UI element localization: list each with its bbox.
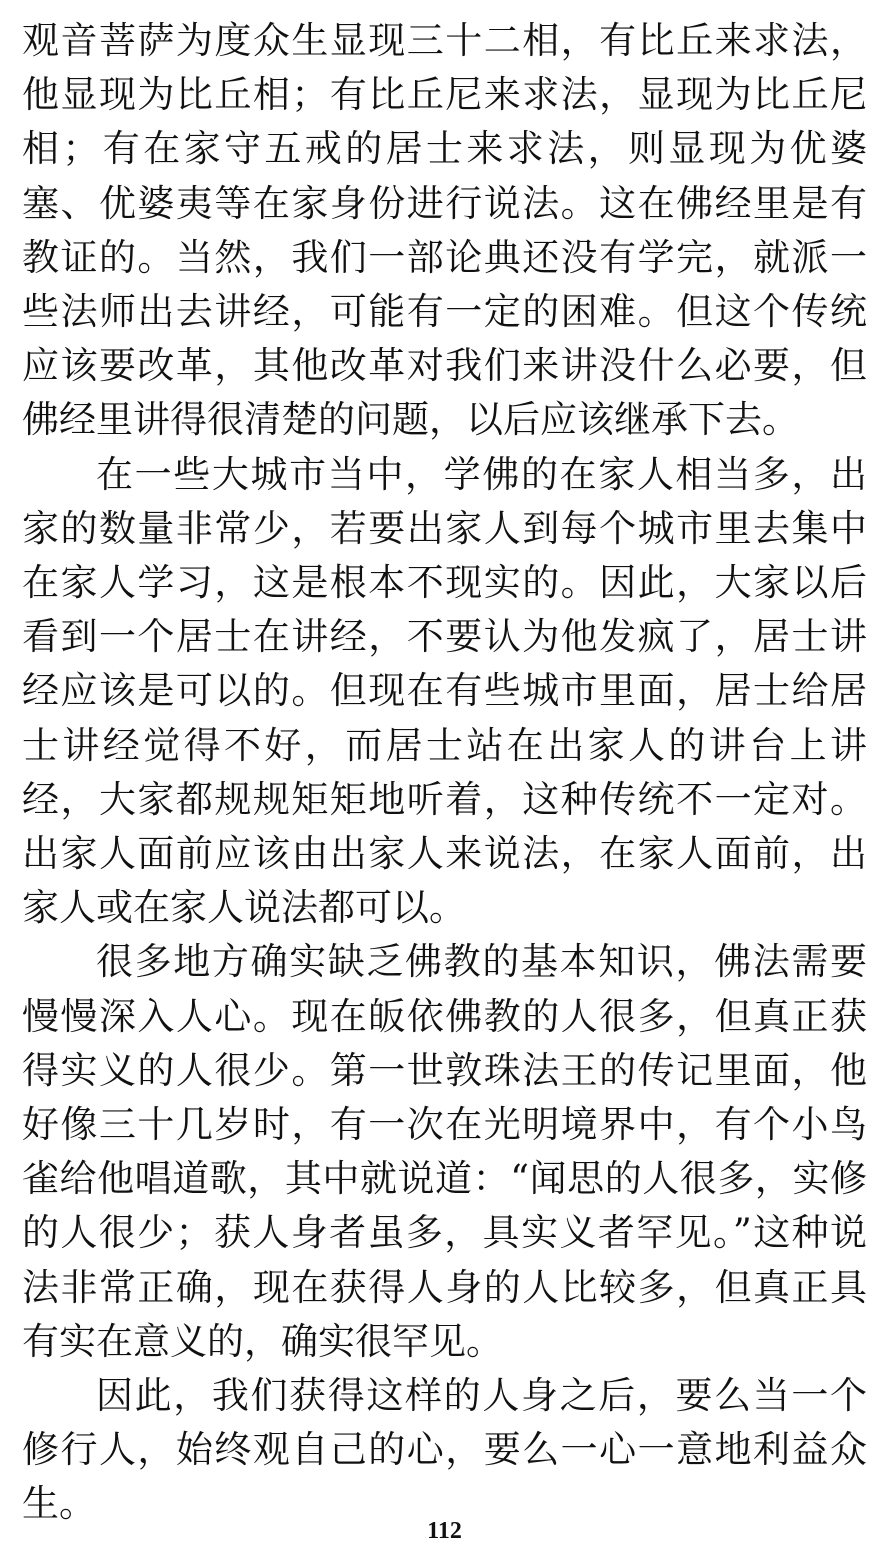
- paragraph-1: 观音菩萨为度众生显现三十二相，有比丘来求法，他显现为比丘相；有比丘尼来求法，显现为比丘尼相；有在家守五戒的居士来求法，则显现为优婆塞、优婆夷等在家身份进行说法。这在佛经里是有教证的。当然，我们一部论典还没有学完，就派一些法师出去讲经，可能有一定的困难。但这个传统应该要改革，其他改革对我们来讲没什么必要，但佛经里讲得很清楚的问题，以后应该继承下去。: [22, 19, 867, 442]
- paragraph-3: 很多地方确实缺乏佛教的基本知识，佛法需要慢慢深入人心。现在皈依佛教的人很多，但真正获得实义的人很少。第一世敦珠法王的传记里面，他好像三十几岁时，有一次在光明境界中，有个小鸟雀给他唱道歌，其中就说道：“闻思的人很多，实修的人很少；获人身者虽多，具实义者罕见。”这种说法非常正确，现在获得人身的人比较多，但真正具有实在意义的，确实很罕见。: [22, 940, 867, 1363]
- page-number: 112: [427, 1518, 462, 1544]
- paragraph-2: 在一些大城市当中，学佛的在家人相当多，出家的数量非常少，若要出家人到每个城市里去集中在家人学习，这是根本不现实的。因此，大家以后看到一个居士在讲经，不要认为他发疯了，居士讲经应该是可以的。但现在有些城市里面，居士给居士讲经觉得不好，而居士站在出家人的讲台上讲经，大家都规规矩矩地听着，这种传统不一定对。出家人面前应该由出家人来说法，在家人面前，出家人或在家人说法都可以。: [22, 452, 867, 930]
- paragraph-4: 因此，我们获得这样的人身之后，要么当一个修行人，始终观自己的心，要么一心一意地利益众生。: [22, 1374, 867, 1526]
- page-body: [22, 14, 867, 1532]
